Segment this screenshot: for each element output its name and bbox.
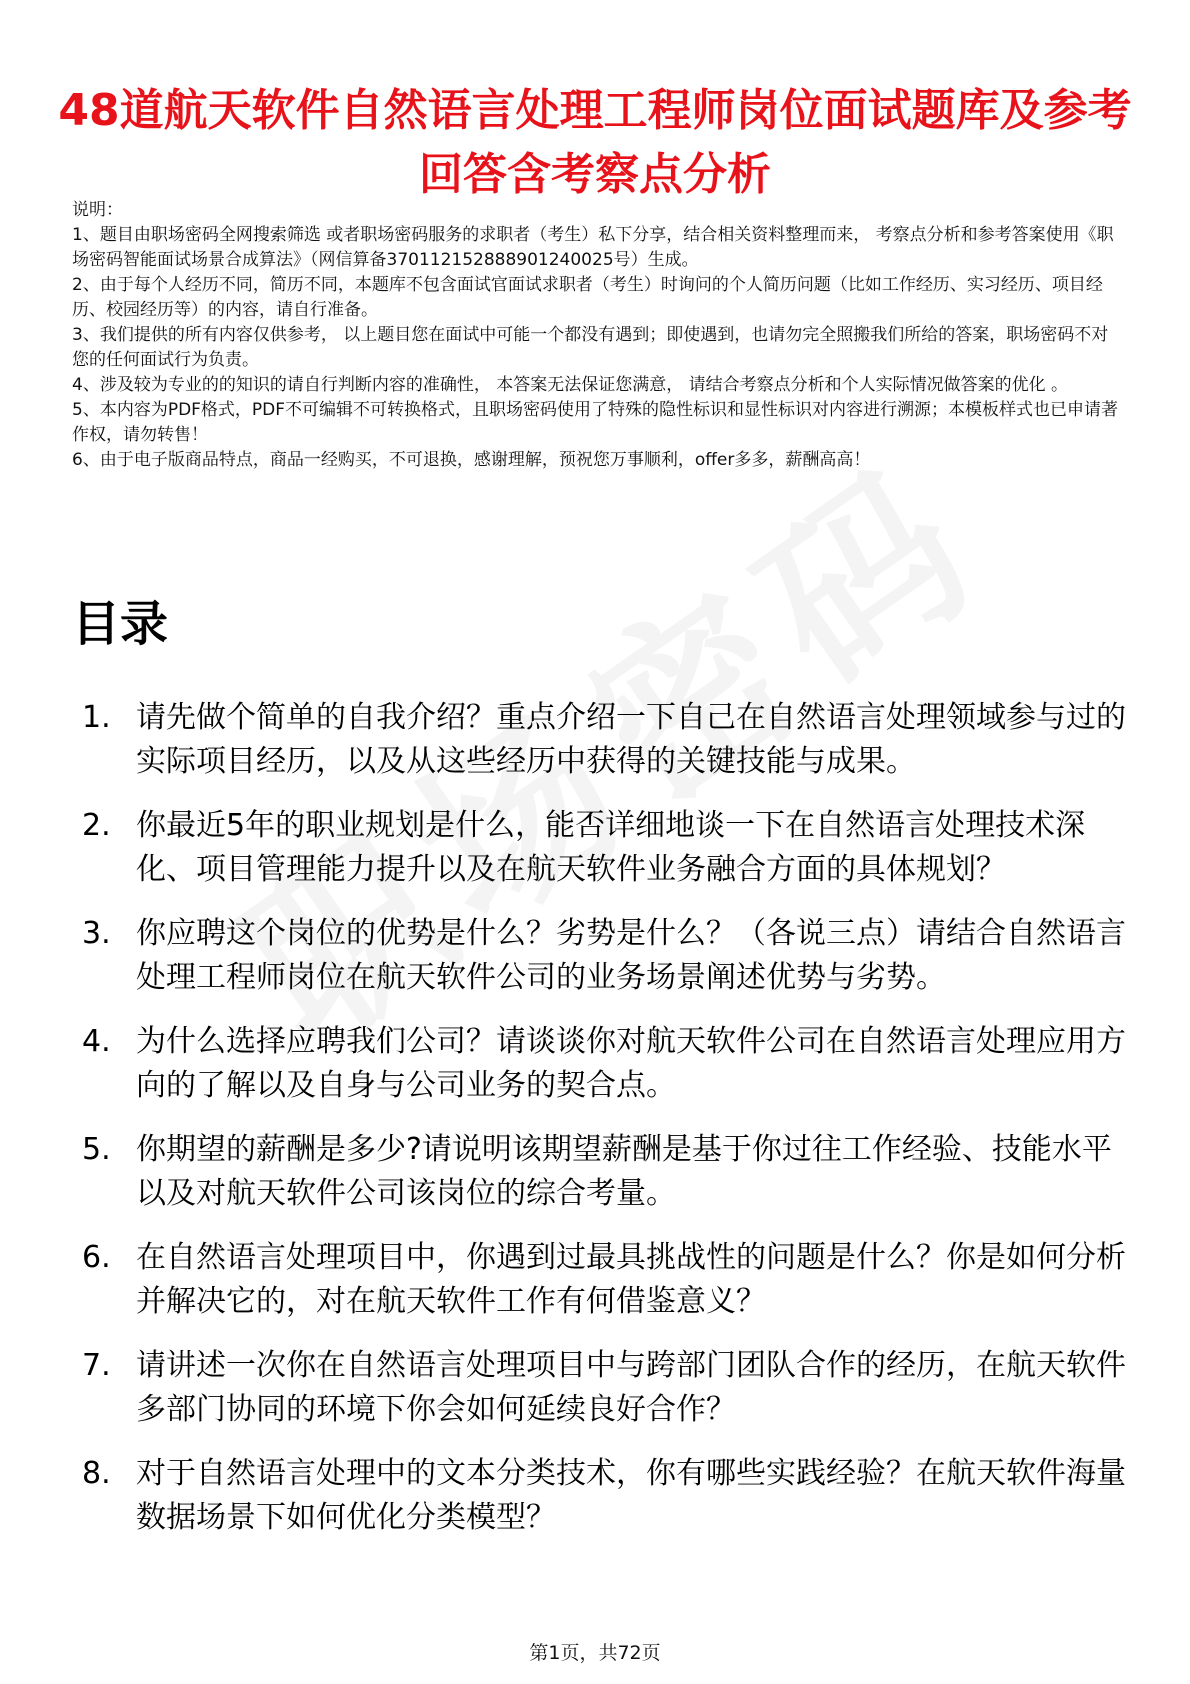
toc-item-number: 1. — [82, 700, 111, 735]
toc-item-number: 6. — [82, 1240, 111, 1275]
page-title: 48道航天软件自然语言处理工程师岗位面试题库及参考回答含考察点分析 — [58, 85, 1132, 201]
toc-item-number: 3. — [82, 916, 111, 951]
toc-item-text: 请讲述一次你在自然语言处理项目中与跨部门团队合作的经历，在航天软件多部门协同的环境下你会如何延续良好合作？ — [136, 1348, 1126, 1427]
toc-item-number: 4. — [82, 1024, 111, 1059]
toc-item-text: 请先做个简单的自我介绍？重点介绍一下自己在自然语言处理领域参与过的实际项目经历，以及从这些经历中获得的关键技能与成果。 — [136, 700, 1126, 779]
toc-item-text: 你应聘这个岗位的优势是什么？劣势是什么？（各说三点）请结合自然语言处理工程师岗位在航天软件公司的业务场景阐述优势与劣势。 — [136, 916, 1126, 995]
note-item: 3、我们提供的所有内容仅供参考， 以上题目您在面试中可能一个都没有遇到；即使遇到，也请勿完全照搬我们所给的答案，职场密码不对您的任何面试行为负责。 — [72, 325, 1109, 370]
note-item: 2、由于每个人经历不同，简历不同，本题库不包含面试官面试求职者（考生）时询问的个人简历问题（比如工作经历、实习经历、项目经历、校园经历等）的内容，请自行准备。 — [72, 275, 1103, 320]
note-item: 6、由于电子版商品特点，商品一经购买，不可退换，感谢理解，预祝您万事顺利，offer多多，薪酬高高！ — [72, 450, 871, 470]
toc-item-text: 对于自然语言处理中的文本分类技术，你有哪些实践经验？在航天软件海量数据场景下如何优化分类模型？ — [136, 1456, 1126, 1535]
note-item: 5、本内容为PDF格式，PDF不可编辑不可转换格式，且职场密码使用了特殊的隐性标识和显性标识对内容进行溯源；本模板样式也已申请著作权，请勿转售！ — [72, 400, 1119, 445]
notes-section — [72, 198, 1122, 473]
page-number: 第1页，共72页 — [529, 1642, 661, 1664]
note-item: 1、题目由职场密码全网搜索筛选 或者职场密码服务的求职者（考生）私下分享，结合相关资料整理而来， 考察点分析和参考答案使用《职场密码智能面试场景合成算法》（网信算备370112152888901240025号）生成。 — [72, 225, 1114, 270]
toc-item[interactable] — [72, 1128, 1132, 1216]
notes-heading: 说明： — [72, 200, 123, 220]
toc-heading: 目录 — [72, 596, 169, 652]
toc-item[interactable] — [72, 912, 1132, 1000]
toc-item-number: 8. — [82, 1456, 111, 1491]
toc-item[interactable] — [72, 1020, 1132, 1108]
toc-item-text: 你期望的薪酬是多少?请说明该期望薪酬是基于你过往工作经验、技能水平以及对航天软件公司该岗位的综合考量。 — [136, 1132, 1112, 1211]
toc-item-number: 5. — [82, 1132, 111, 1167]
toc-item-number: 7. — [82, 1348, 111, 1383]
toc-item[interactable] — [72, 696, 1132, 784]
toc-item-text: 在自然语言处理项目中，你遇到过最具挑战性的问题是什么？你是如何分析并解决它的，对在航天软件工作有何借鉴意义？ — [136, 1240, 1126, 1319]
note-item: 4、涉及较为专业的的知识的请自行判断内容的准确性， 本答案无法保证您满意， 请结合考察点分析和个人实际情况做答案的优化 。 — [72, 375, 1069, 395]
toc-item[interactable] — [72, 804, 1132, 892]
toc-list — [72, 696, 1132, 1560]
toc-item[interactable] — [72, 1236, 1132, 1324]
toc-item-text: 你最近5年的职业规划是什么，能否详细地谈一下在自然语言处理技术深化、项目管理能力提升以及在航天软件业务融合方面的具体规划？ — [136, 808, 1086, 887]
toc-item[interactable] — [72, 1344, 1132, 1432]
toc-item[interactable] — [72, 1452, 1132, 1540]
toc-item-number: 2. — [82, 808, 111, 843]
toc-item-text: 为什么选择应聘我们公司？请谈谈你对航天软件公司在自然语言处理应用方向的了解以及自身与公司业务的契合点。 — [136, 1024, 1126, 1103]
